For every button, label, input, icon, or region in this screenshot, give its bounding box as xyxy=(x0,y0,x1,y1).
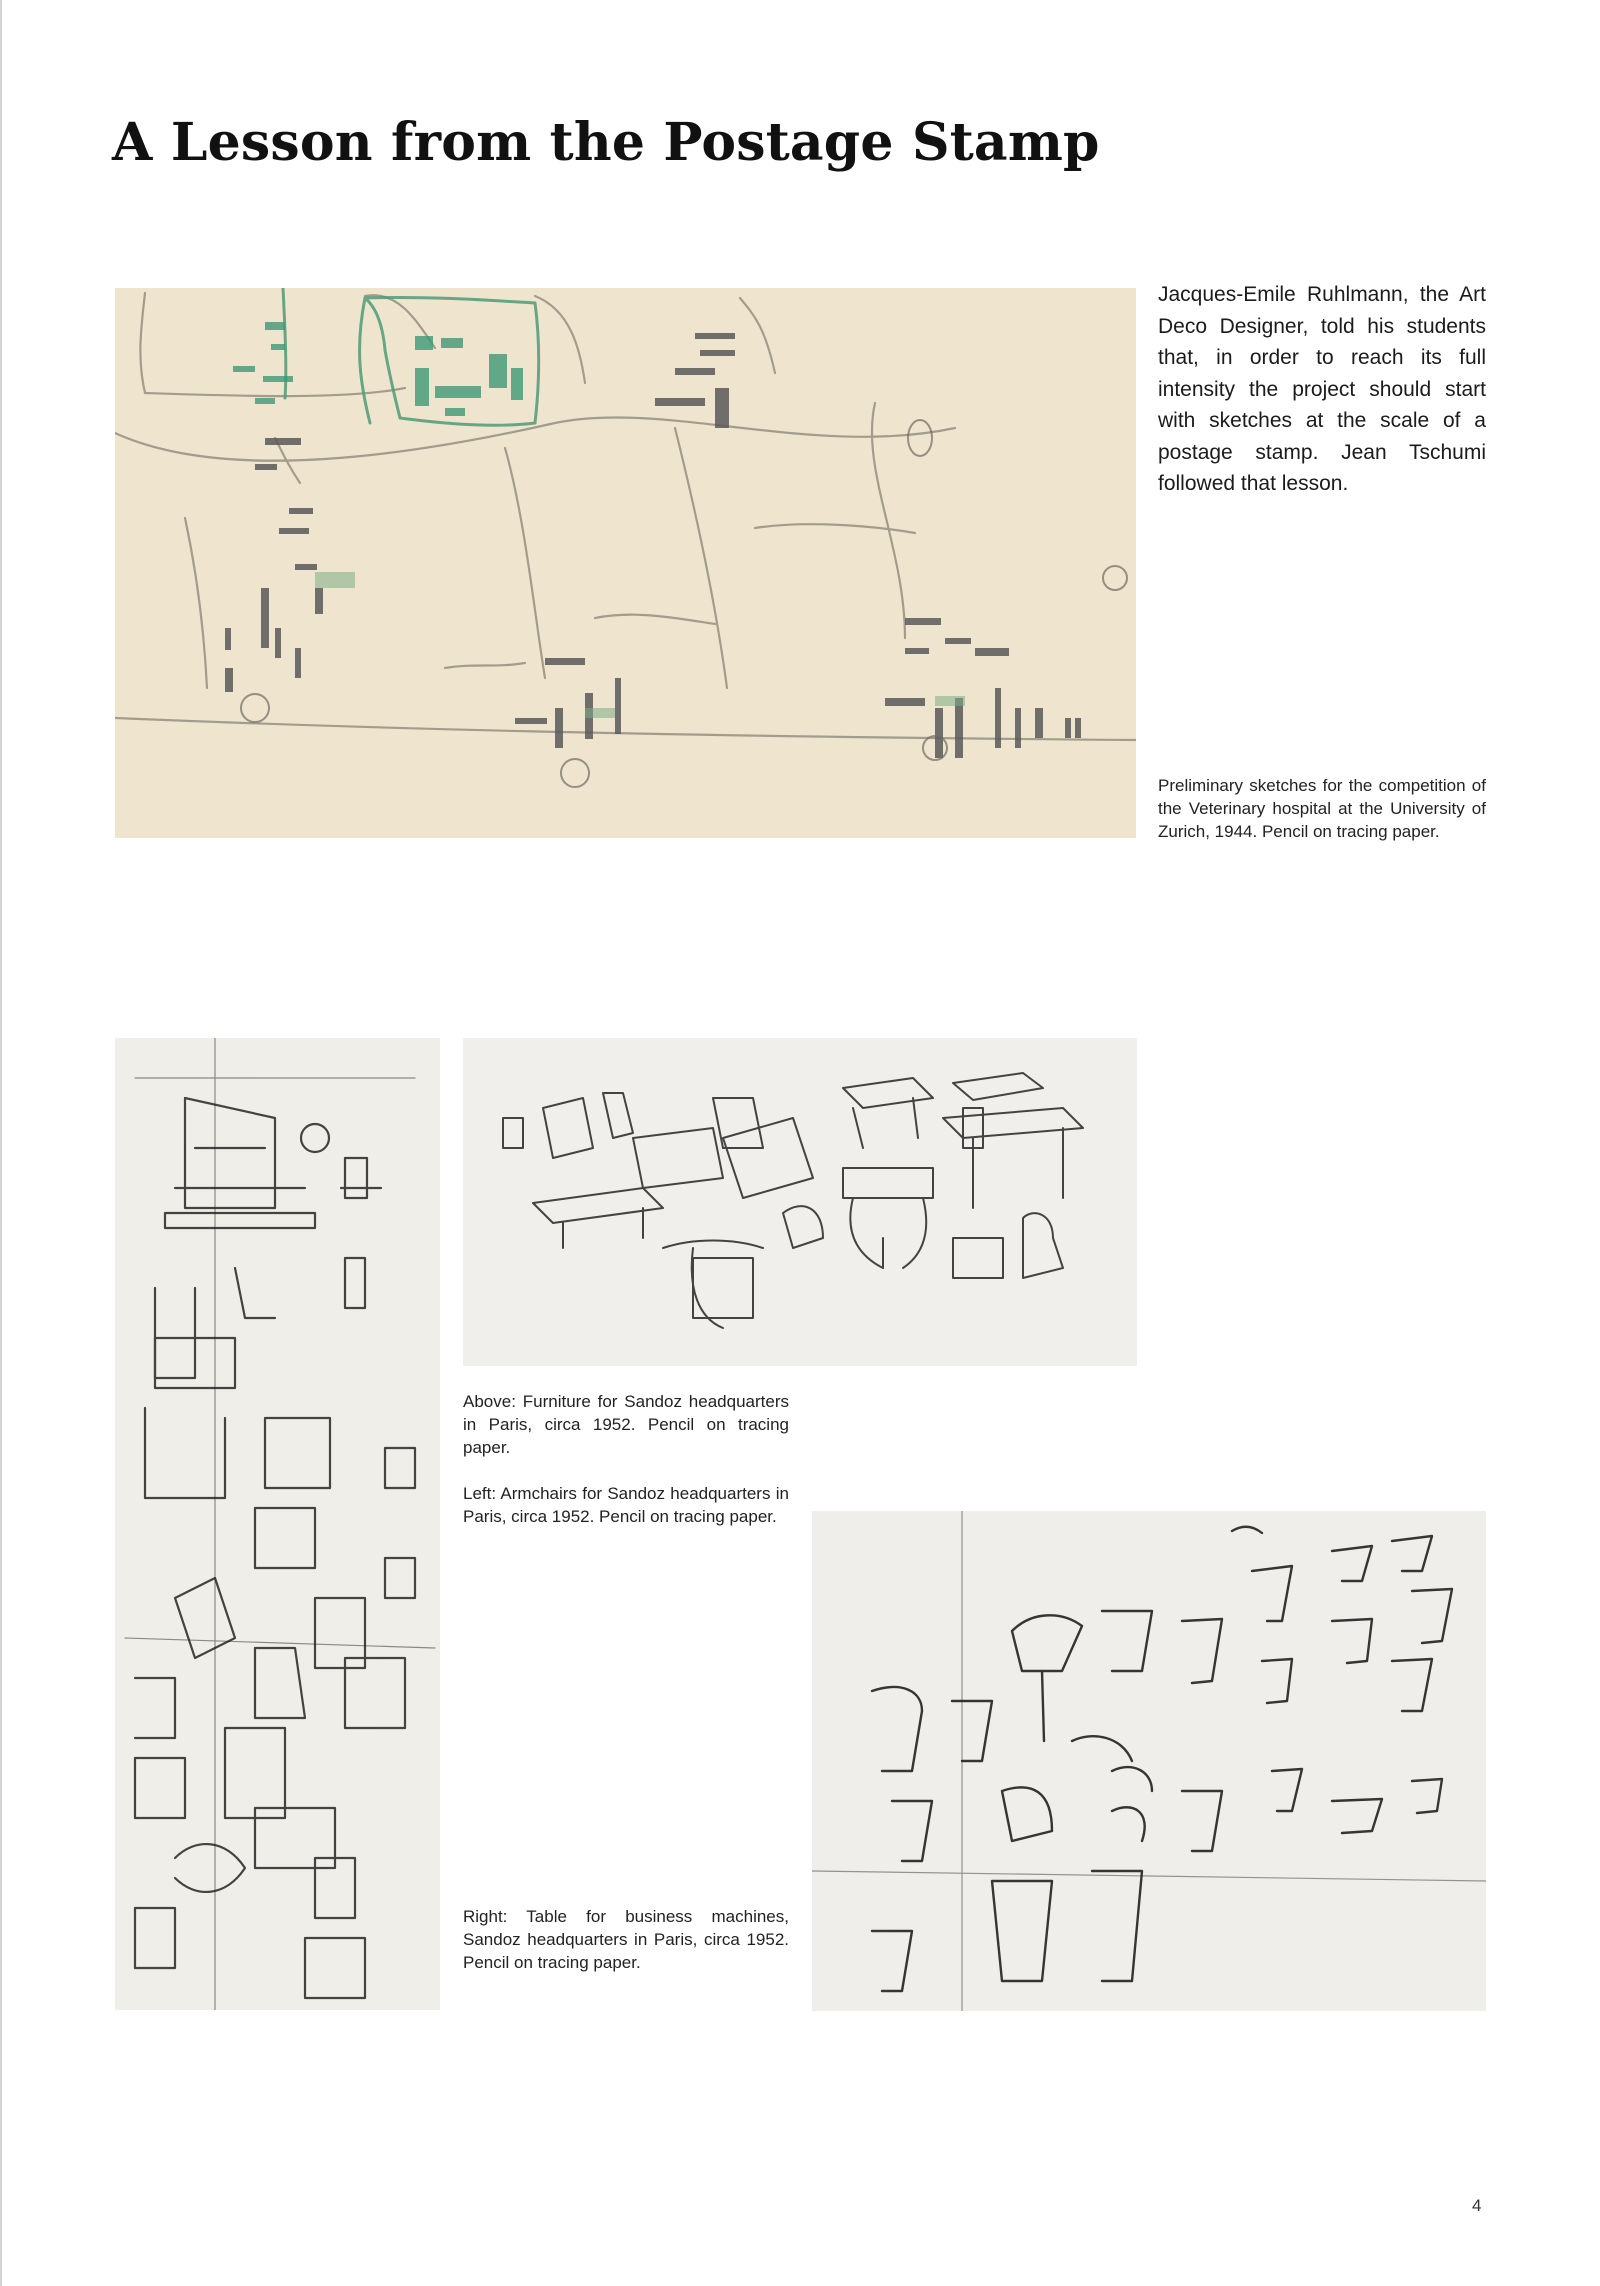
furniture-caption: Above: Furniture for Sandoz headquarters in Paris, circa 1952. Pencil on tracing paper. xyxy=(463,1392,789,1457)
page-number: 4 xyxy=(1472,2196,1482,2215)
business-machines-table-sketch xyxy=(812,1511,1486,2011)
furniture-sketch xyxy=(463,1038,1137,1366)
veterinary-hospital-sketch xyxy=(115,288,1136,838)
intro-paragraph: Jacques-Emile Ruhlmann, the Art Deco Designer, told his students that, in order to reach its full intensity the project should start with sketches at the scale of a postage stamp. Jean Tschumi followed that lesson. xyxy=(1158,283,1486,495)
page-title: A Lesson from the Postage Stamp xyxy=(112,112,1100,173)
veterinary-caption: Preliminary sketches for the competition of the Veterinary hospital at the University of Zurich, 1944. Pencil on tracing paper. xyxy=(1158,776,1486,841)
furniture-captions xyxy=(463,1390,789,1551)
armchairs-caption: Left: Armchairs for Sandoz headquarters in Paris, circa 1952. Pencil on tracing paper. xyxy=(463,1484,789,1526)
business-machines-caption: Right: Table for business machines, Sandoz headquarters in Paris, circa 1952. Pencil on tracing paper. xyxy=(463,1907,789,1972)
armchairs-sketch xyxy=(115,1038,440,2010)
page-edge xyxy=(0,0,2,2286)
